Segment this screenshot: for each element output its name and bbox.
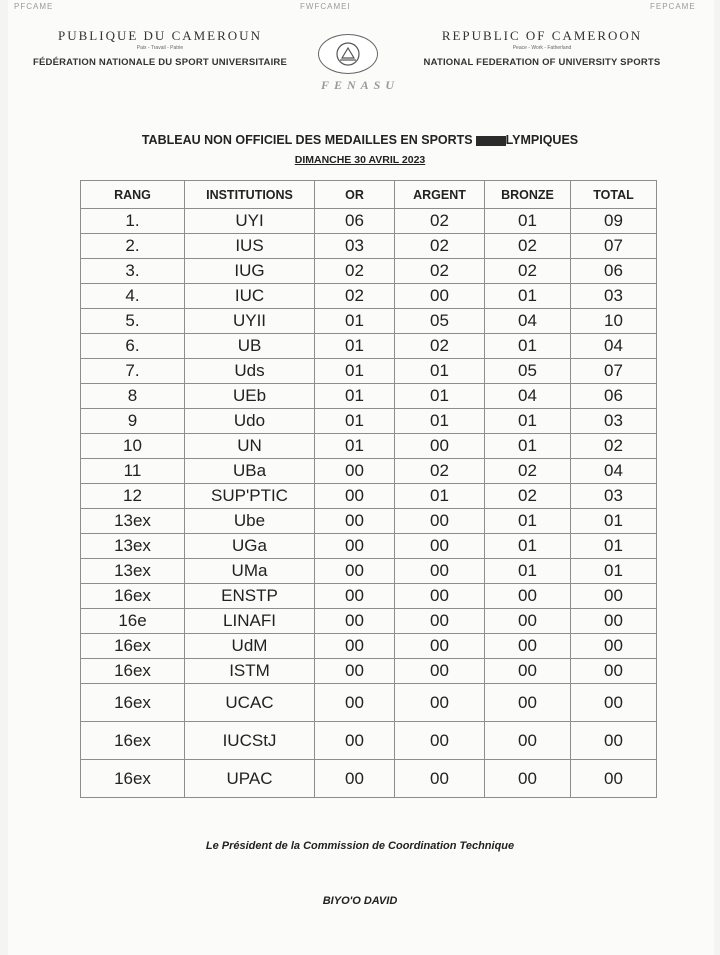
table-row [81, 760, 657, 798]
cell-argent: 00 [395, 584, 485, 609]
column-header-bronze: BRONZE [485, 181, 571, 209]
cell-or: 00 [315, 659, 395, 684]
cell-or: 00 [315, 509, 395, 534]
cell-argent: 02 [395, 259, 485, 284]
cell-rang: 3. [81, 259, 185, 284]
cell-institution: IUG [185, 259, 315, 284]
cell-bronze: 00 [485, 684, 571, 722]
cell-or: 00 [315, 722, 395, 760]
cell-institution: UPAC [185, 760, 315, 798]
cell-or: 00 [315, 459, 395, 484]
table-row [81, 584, 657, 609]
signatory-title: Le Président de la Commission de Coordination Technique [205, 840, 515, 852]
column-header-institutions: INSTITUTIONS [185, 181, 315, 209]
cell-total: 00 [571, 609, 657, 634]
cell-total: 09 [571, 209, 657, 234]
cell-or: 02 [315, 259, 395, 284]
cell-argent: 05 [395, 309, 485, 334]
cell-or: 00 [315, 609, 395, 634]
cell-bronze: 01 [485, 409, 571, 434]
cell-or: 06 [315, 209, 395, 234]
document-date: DIMANCHE 30 AVRIL 2023 [294, 154, 426, 166]
motto-fr: Paix - Travail - Patrie [136, 45, 184, 51]
cell-bronze: 04 [485, 309, 571, 334]
table-row [81, 659, 657, 684]
redaction-mark [476, 136, 506, 146]
table-row [81, 434, 657, 459]
cell-institution: UB [185, 334, 315, 359]
cell-argent: 00 [395, 509, 485, 534]
cell-total: 04 [571, 459, 657, 484]
cell-bronze: 01 [485, 284, 571, 309]
country-name-fr: PUBLIQUE DU CAMEROUN [58, 28, 262, 43]
cell-total: 01 [571, 559, 657, 584]
fenasu-logo-icon [318, 34, 378, 74]
cell-argent: 01 [395, 409, 485, 434]
cell-rang: 16ex [81, 584, 185, 609]
cell-institution: IUS [185, 234, 315, 259]
cell-rang: 2. [81, 234, 185, 259]
top-right-fragment: FEPCAME [650, 2, 696, 11]
top-center-fragment: FWFCAMEI [300, 2, 351, 11]
cell-rang: 16ex [81, 760, 185, 798]
letterhead-left [10, 28, 310, 68]
federation-name-en: NATIONAL FEDERATION OF UNIVERSITY SPORTS [423, 57, 661, 68]
cell-total: 03 [571, 284, 657, 309]
cell-rang: 16e [81, 609, 185, 634]
signatory-name: BIYO'O DAVID [322, 895, 398, 907]
cell-argent: 02 [395, 234, 485, 259]
cell-rang: 13ex [81, 509, 185, 534]
table-row [81, 334, 657, 359]
cell-total: 00 [571, 722, 657, 760]
cell-total: 00 [571, 760, 657, 798]
cell-rang: 16ex [81, 722, 185, 760]
cell-bronze: 00 [485, 634, 571, 659]
cell-bronze: 00 [485, 760, 571, 798]
column-header-rang: RANG [81, 181, 185, 209]
table-row [81, 509, 657, 534]
cell-rang: 13ex [81, 559, 185, 584]
cell-institution: UCAC [185, 684, 315, 722]
cell-argent: 01 [395, 384, 485, 409]
cell-institution: UMa [185, 559, 315, 584]
table-row [81, 484, 657, 509]
cell-or: 00 [315, 559, 395, 584]
cell-total: 01 [571, 509, 657, 534]
cell-bronze: 04 [485, 384, 571, 409]
cell-or: 01 [315, 309, 395, 334]
cell-argent: 00 [395, 760, 485, 798]
cell-bronze: 00 [485, 609, 571, 634]
cell-institution: ISTM [185, 659, 315, 684]
table-row [81, 209, 657, 234]
cell-or: 01 [315, 434, 395, 459]
cell-rang: 11 [81, 459, 185, 484]
cell-institution: UBa [185, 459, 315, 484]
top-left-fragment: PFCAME [14, 2, 54, 11]
table-row [81, 409, 657, 434]
cell-argent: 01 [395, 359, 485, 384]
cell-rang: 13ex [81, 534, 185, 559]
cell-bronze: 01 [485, 334, 571, 359]
cell-institution: Ube [185, 509, 315, 534]
cell-institution: LINAFI [185, 609, 315, 634]
title-text-part1: TABLEAU NON OFFICIEL DES MEDAILLES EN SPORTS [141, 133, 473, 147]
table-row [81, 609, 657, 634]
column-header-argent: ARGENT [395, 181, 485, 209]
cell-argent: 02 [395, 334, 485, 359]
cell-bronze: 02 [485, 484, 571, 509]
cell-rang: 6. [81, 334, 185, 359]
table-row [81, 234, 657, 259]
cell-rang: 4. [81, 284, 185, 309]
cell-institution: Uds [185, 359, 315, 384]
cell-institution: UGa [185, 534, 315, 559]
cell-institution: UEb [185, 384, 315, 409]
cell-or: 00 [315, 534, 395, 559]
cell-or: 00 [315, 684, 395, 722]
table-row [81, 459, 657, 484]
table-row [81, 559, 657, 584]
cell-or: 00 [315, 584, 395, 609]
table-row [81, 359, 657, 384]
table-row [81, 684, 657, 722]
cell-argent: 00 [395, 534, 485, 559]
cell-bronze: 01 [485, 534, 571, 559]
cell-argent: 00 [395, 284, 485, 309]
cell-or: 03 [315, 234, 395, 259]
cell-argent: 00 [395, 609, 485, 634]
document-title [0, 133, 720, 147]
cell-institution: UdM [185, 634, 315, 659]
cell-total: 06 [571, 259, 657, 284]
cell-total: 01 [571, 534, 657, 559]
cell-argent: 02 [395, 209, 485, 234]
cell-total: 00 [571, 684, 657, 722]
cell-total: 03 [571, 484, 657, 509]
cell-argent: 00 [395, 559, 485, 584]
cell-or: 01 [315, 359, 395, 384]
cell-institution: IUC [185, 284, 315, 309]
cell-argent: 01 [395, 484, 485, 509]
table-row [81, 634, 657, 659]
federation-name-fr: FÉDÉRATION NATIONALE DU SPORT UNIVERSITAIRE [32, 57, 288, 68]
cell-argent: 02 [395, 459, 485, 484]
cell-total: 03 [571, 409, 657, 434]
cell-argent: 00 [395, 684, 485, 722]
cell-or: 00 [315, 760, 395, 798]
table-header-row [81, 181, 657, 209]
medal-table-body [81, 209, 657, 798]
motto-en: Peace - Work - Fatherland [512, 45, 572, 51]
cell-total: 10 [571, 309, 657, 334]
cell-institution: ENSTP [185, 584, 315, 609]
cell-institution: IUCStJ [185, 722, 315, 760]
cell-rang: 16ex [81, 659, 185, 684]
table-row [81, 534, 657, 559]
cell-argent: 00 [395, 722, 485, 760]
cell-or: 02 [315, 284, 395, 309]
medal-table [80, 180, 657, 798]
cell-bronze: 00 [485, 722, 571, 760]
cell-bronze: 01 [485, 209, 571, 234]
cell-total: 04 [571, 334, 657, 359]
cell-total: 00 [571, 659, 657, 684]
cell-argent: 00 [395, 659, 485, 684]
title-text-part2: LYMPIQUES [505, 133, 579, 147]
cell-bronze: 02 [485, 259, 571, 284]
cell-institution: Udo [185, 409, 315, 434]
cell-bronze: 05 [485, 359, 571, 384]
table-row [81, 284, 657, 309]
table-row [81, 309, 657, 334]
cell-or: 01 [315, 409, 395, 434]
cell-bronze: 01 [485, 434, 571, 459]
cell-bronze: 02 [485, 234, 571, 259]
cell-total: 02 [571, 434, 657, 459]
cell-rang: 8 [81, 384, 185, 409]
cell-total: 06 [571, 384, 657, 409]
cell-or: 01 [315, 384, 395, 409]
letterhead-right [392, 28, 692, 68]
table-row [81, 722, 657, 760]
table-row [81, 384, 657, 409]
cell-bronze: 00 [485, 584, 571, 609]
cell-rang: 16ex [81, 684, 185, 722]
cell-institution: UYII [185, 309, 315, 334]
country-name-en: REPUBLIC OF CAMEROON [441, 28, 643, 43]
cell-total: 00 [571, 634, 657, 659]
cell-institution: SUP'PTIC [185, 484, 315, 509]
cell-argent: 00 [395, 434, 485, 459]
cell-rang: 9 [81, 409, 185, 434]
cell-or: 00 [315, 634, 395, 659]
column-header-total: TOTAL [571, 181, 657, 209]
cell-bronze: 01 [485, 559, 571, 584]
cell-institution: UN [185, 434, 315, 459]
cell-or: 01 [315, 334, 395, 359]
column-header-or: OR [315, 181, 395, 209]
cell-bronze: 01 [485, 509, 571, 534]
cell-rang: 10 [81, 434, 185, 459]
cell-institution: UYI [185, 209, 315, 234]
cell-rang: 5. [81, 309, 185, 334]
cell-bronze: 00 [485, 659, 571, 684]
cell-total: 07 [571, 359, 657, 384]
cell-argent: 00 [395, 634, 485, 659]
cell-total: 07 [571, 234, 657, 259]
cell-bronze: 02 [485, 459, 571, 484]
table-row [81, 259, 657, 284]
cell-total: 00 [571, 584, 657, 609]
cell-rang: 16ex [81, 634, 185, 659]
cell-rang: 7. [81, 359, 185, 384]
cell-rang: 1. [81, 209, 185, 234]
cell-or: 00 [315, 484, 395, 509]
cell-rang: 12 [81, 484, 185, 509]
fenasu-acronym: FENASU [320, 78, 400, 92]
